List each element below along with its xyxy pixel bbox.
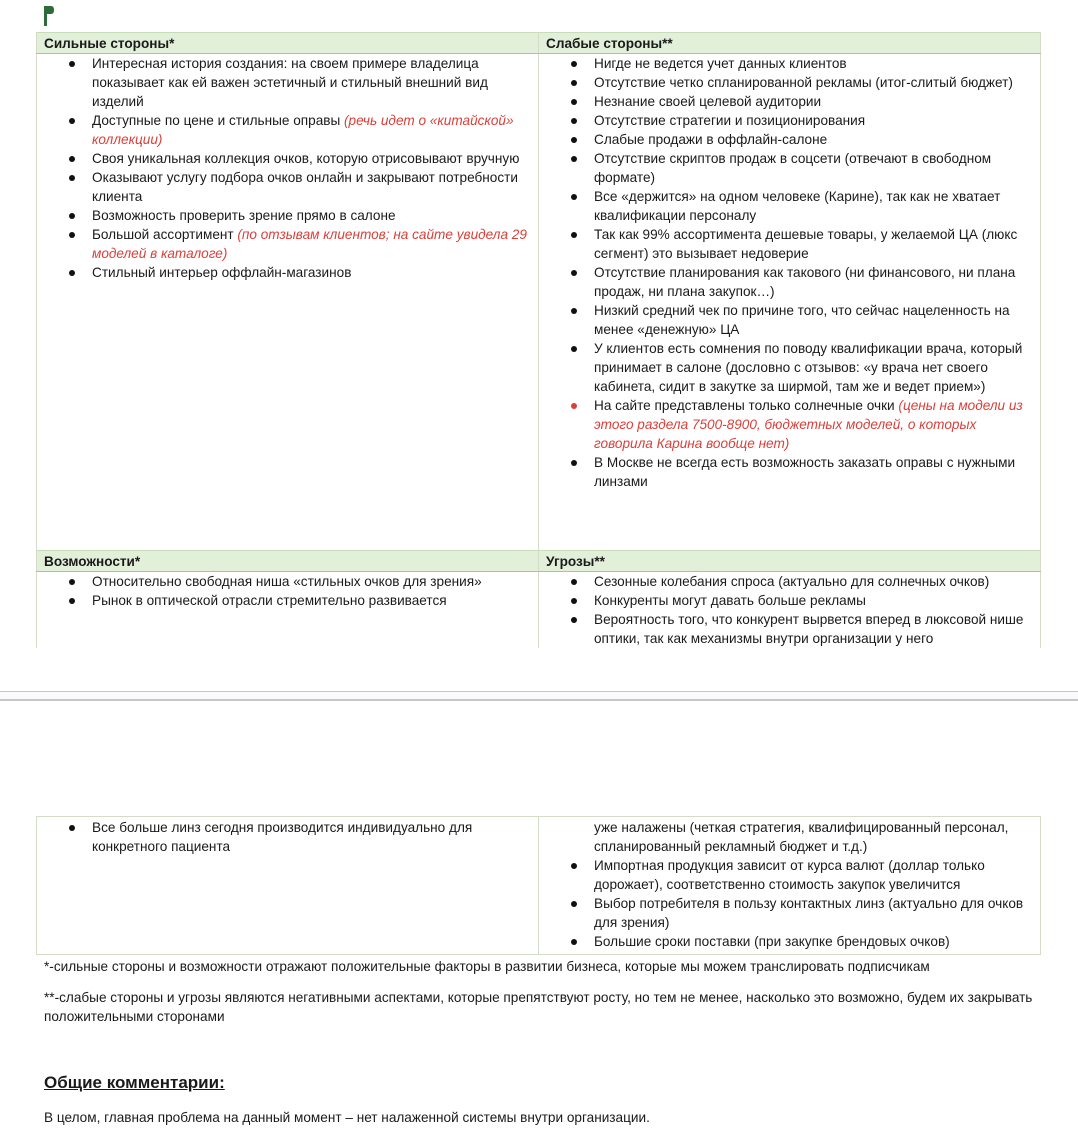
threats-list-continued bbox=[539, 818, 1034, 951]
list-item: Незнание своей целевой аудитории bbox=[539, 92, 1034, 111]
threats-list bbox=[539, 572, 1034, 648]
list-item: Большие сроки поставки (при закупке брендовых очков) bbox=[539, 932, 1034, 951]
weaknesses-list bbox=[539, 54, 1034, 491]
strengths-cell bbox=[37, 54, 539, 551]
opportunities-list bbox=[37, 572, 532, 610]
list-item: Конкуренты могут давать больше рекламы bbox=[539, 591, 1034, 610]
list-item: Слабые продажи в оффлайн-салоне bbox=[539, 130, 1034, 149]
list-item: Стильный интерьер оффлайн-магазинов bbox=[37, 263, 532, 282]
bookmark-flag-icon bbox=[44, 6, 54, 26]
red-note: (цены на модели из этого раздела 7500-8900, бюджетных моделей, о которых говорила Карина вообще нет) bbox=[594, 398, 1023, 451]
red-note: (по отзывам клиентов; на сайте увидела 29 моделей в каталоге) bbox=[92, 227, 527, 261]
list-item: В Москве не всегда есть возможность заказать оправы с нужными линзами bbox=[539, 453, 1034, 491]
opportunities-header: Возможности* bbox=[37, 551, 539, 572]
list-item: Отсутствие скриптов продаж в соцсети (отвечают в свободном формате) bbox=[539, 149, 1034, 187]
comments-text: В целом, главная проблема на данный момент – нет налаженной системы внутри организации. bbox=[44, 1110, 650, 1125]
list-item: Все «держится» на одном человеке (Карине), так как не хватает квалификации персоналу bbox=[539, 187, 1034, 225]
opportunities-cell bbox=[37, 572, 539, 649]
strengths-list bbox=[37, 54, 532, 282]
list-item: У клиентов есть сомнения по поводу квалификации врача, который принимает в салоне (дословно с отзывов: «у врача нет своего кабинета, сидит в закутке за ширмой, там же и ведет прием») bbox=[539, 339, 1034, 396]
list-item: Оказывают услугу подбора очков онлайн и закрывают потребности клиента bbox=[37, 168, 532, 206]
list-item: Доступные по цене и стильные оправы (речь идет о «китайской» коллекции) bbox=[37, 111, 532, 149]
list-item: Своя уникальная коллекция очков, которую отрисовывают вручную bbox=[37, 149, 532, 168]
opportunities-list-continued bbox=[37, 818, 532, 856]
list-item: Вероятность того, что конкурент вырвется вперед в люксовой нише оптики, так как механизмы внутри организации у него bbox=[539, 610, 1034, 648]
footnote-positive: *-сильные стороны и возможности отражают положительные факторы в развитии бизнеса, которые мы можем транслировать подписчикам bbox=[44, 959, 930, 974]
list-item: Все больше линз сегодня производится индивидуально для конкретного пациента bbox=[37, 818, 532, 856]
threats-header: Угрозы** bbox=[539, 551, 1041, 572]
list-item: Рынок в оптической отрасли стремительно развивается bbox=[37, 591, 532, 610]
comments-heading: Общие комментарии: bbox=[44, 1073, 225, 1092]
list-item: Нигде не ведется учет данных клиентов bbox=[539, 54, 1034, 73]
weaknesses-header: Слабые стороны** bbox=[539, 33, 1041, 54]
list-item: Сезонные колебания спроса (актуально для солнечных очков) bbox=[539, 572, 1034, 591]
strengths-header: Сильные стороны* bbox=[37, 33, 539, 54]
list-item: Отсутствие планирования как такового (ни финансового, ни плана продаж, ни плана закупок…) bbox=[539, 263, 1034, 301]
opportunities-cell-continued bbox=[37, 817, 539, 955]
footnotes bbox=[44, 957, 1034, 1038]
list-item: Отсутствие стратегии и позиционирования bbox=[539, 111, 1034, 130]
list-item: Отсутствие четко спланированной рекламы (итог-слитый бюджет) bbox=[539, 73, 1034, 92]
weaknesses-cell bbox=[539, 54, 1041, 551]
list-item-continuation: уже налажены (четкая стратегия, квалифицированный персонал, спланированный рекламный бюджет и т.д.) bbox=[594, 820, 1009, 854]
footnote-negative: **-слабые стороны и угрозы являются негативными аспектами, которые препятствуют росту, но тем не менее, насколько это возможно, будем их закрывать положительными сторонами bbox=[44, 990, 1033, 1024]
page-break-separator bbox=[0, 691, 1078, 701]
list-item: Большой ассортимент (по отзывам клиентов; на сайте увидела 29 моделей в каталоге) bbox=[37, 225, 532, 263]
list-item: Выбор потребителя в пользу контактных линз (актуально для очков для зрения) bbox=[539, 894, 1034, 932]
list-item: На сайте представлены только солнечные очки (цены на модели из этого раздела 7500-8900, бюджетных моделей, о которых говорила Карина вообще нет) bbox=[539, 396, 1034, 453]
threats-cell-continued bbox=[539, 817, 1041, 955]
swot-table-page2 bbox=[36, 816, 1041, 955]
list-item: Импортная продукция зависит от курса валют (доллар только дорожает), соответственно стоимость закупок увеличится bbox=[539, 856, 1034, 894]
red-note: (речь идет о «китайской» коллекции) bbox=[92, 113, 514, 147]
list-item: Относительно свободная ниша «стильных очков для зрения» bbox=[37, 572, 532, 591]
threats-cell bbox=[539, 572, 1041, 649]
swot-table-page1 bbox=[36, 32, 1041, 648]
list-item: Интересная история создания: на своем примере владелица показывает как ей важен эстетичный и стильный внешний вид изделий bbox=[37, 54, 532, 111]
list-item: Так как 99% ассортимента дешевые товары, у желаемой ЦА (люкс сегмент) это вызывает недоверие bbox=[539, 225, 1034, 263]
list-item: Низкий средний чек по причине того, что сейчас нацеленность на менее «денежную» ЦА bbox=[539, 301, 1034, 339]
list-item: Возможность проверить зрение прямо в салоне bbox=[37, 206, 532, 225]
